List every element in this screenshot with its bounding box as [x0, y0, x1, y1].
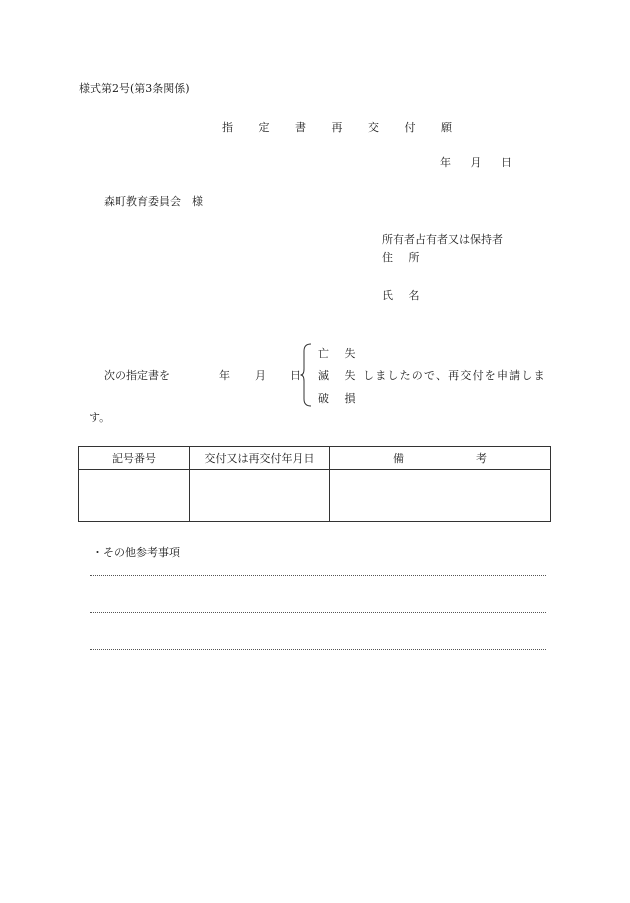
- body-month: 月: [255, 369, 266, 382]
- header-serial-number: 記号番号: [79, 447, 190, 470]
- address-label: 住 所: [382, 251, 426, 264]
- reason-option-destruction: 滅 失: [318, 369, 362, 382]
- header-remarks-char-1: 備: [393, 452, 404, 465]
- other-notes-label: ・その他参考事項: [92, 546, 180, 559]
- header-issue-date: 交付又は再交付年月日: [190, 447, 330, 470]
- application-date: [440, 154, 512, 170]
- form-number: 様式第2号(第3条関係): [79, 82, 190, 95]
- notes-line[interactable]: [90, 575, 546, 576]
- body-text-start: 次の指定書を: [104, 369, 170, 382]
- date-month: 月: [470, 156, 482, 169]
- document-title: 指 定 書 再 交 付 願: [222, 121, 463, 134]
- header-remarks-char-2: 考: [476, 452, 487, 465]
- name-label: 氏 名: [382, 289, 426, 302]
- notes-line[interactable]: [90, 649, 546, 650]
- table-row: [79, 470, 551, 522]
- reason-brace: [300, 343, 312, 407]
- cell-remarks[interactable]: [330, 470, 551, 522]
- applicant-role: 所有者占有者又は保持者: [382, 233, 503, 246]
- table-header-row: [79, 447, 551, 470]
- body-year: 年: [219, 369, 230, 382]
- body-text-end: す。: [89, 411, 111, 424]
- date-day: 日: [501, 156, 512, 169]
- date-year: 年: [440, 156, 451, 169]
- reason-option-loss: 亡 失: [318, 347, 362, 360]
- notes-line[interactable]: [90, 612, 546, 613]
- body-day: 日: [290, 369, 301, 382]
- body-text-middle: しましたので、再交付を申請しま: [363, 369, 546, 382]
- header-remarks: [330, 447, 551, 470]
- cell-issue-date[interactable]: [190, 470, 330, 522]
- addressee: 森町教育委員会 様: [104, 195, 203, 208]
- cell-serial-number[interactable]: [79, 470, 190, 522]
- reissue-table: [78, 446, 551, 522]
- reason-option-damage: 破 損: [318, 392, 362, 405]
